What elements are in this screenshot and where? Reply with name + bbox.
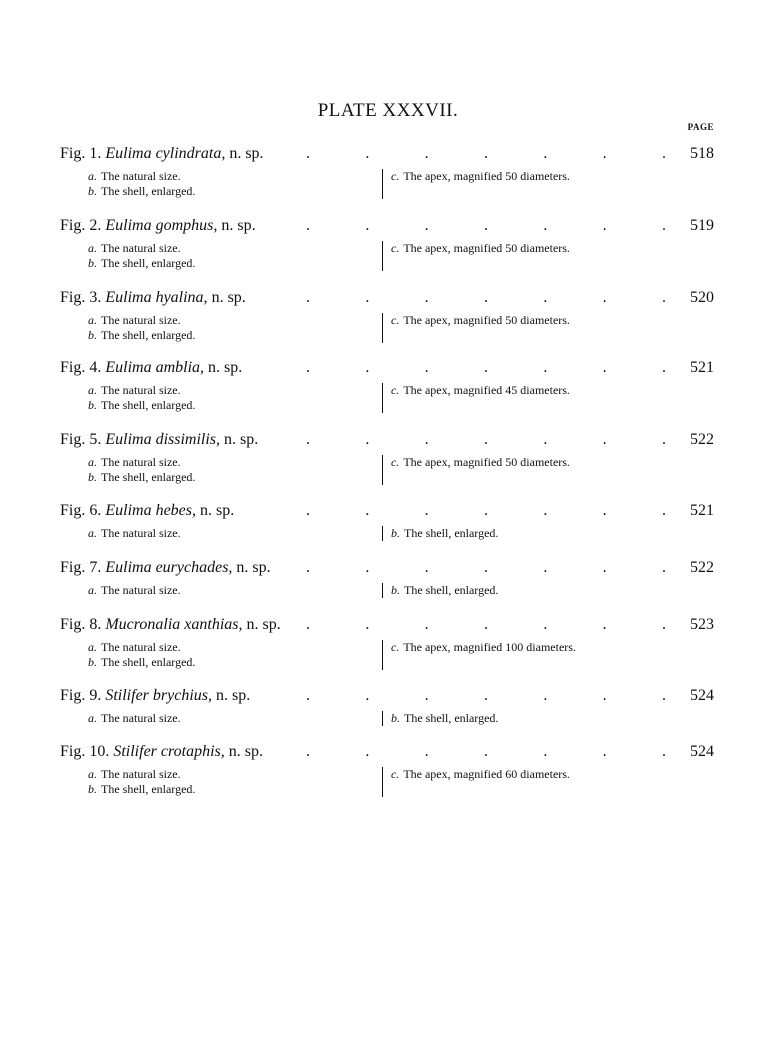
leader-dot: . [306,687,310,704]
dot-leader [306,687,666,707]
species-name: Eulima amblia, [105,359,205,376]
leader-dot: . [661,743,666,760]
right-description [382,383,570,413]
description-item [88,640,195,655]
description-item [391,526,498,541]
page-number: 522 [690,431,714,448]
leader-dot: . [661,616,666,633]
species-name: Stilifer brychius, [105,687,212,704]
item-text: The apex, magnified 50 diameters. [403,313,570,327]
species-suffix: n. sp. [196,502,235,519]
item-text: The shell, enlarged. [404,583,499,597]
leader-dot: . [543,502,548,519]
leader-dot: . [424,431,429,448]
leader-dot: . [602,217,607,234]
species-name: Mucronalia xanthias, [105,616,243,633]
leader-dot: . [543,559,548,576]
leader-dot: . [365,359,370,376]
species-name: Eulima gomphus, [105,217,218,234]
leader-dot: . [424,743,429,760]
item-text: The natural size. [101,169,181,183]
left-description [88,767,195,797]
leader-dot: . [424,687,429,704]
leader-dot: . [483,289,488,306]
dot-leader [306,743,666,763]
figure-number: Fig. 2. [60,217,106,234]
left-description [88,241,195,271]
leader-dot: . [306,743,310,760]
leader-dot: . [365,559,370,576]
dot-leader [306,145,666,165]
description-item [391,241,570,256]
description-item [88,526,181,541]
leader-dot: . [483,502,488,519]
leader-dot: . [365,431,370,448]
item-letter: a. [88,455,97,469]
species-name: Stilifer crotaphis, [113,743,225,760]
right-description [382,313,570,343]
item-text: The natural size. [101,711,181,725]
item-letter: b. [391,583,400,597]
leader-dot: . [602,687,607,704]
item-text: The natural size. [101,767,181,781]
item-text: The natural size. [101,455,181,469]
leader-dot: . [483,687,488,704]
leader-dot: . [602,431,607,448]
left-description [88,583,181,598]
page-number: 524 [690,743,714,760]
description-item [88,169,195,184]
item-letter: a. [88,640,97,654]
right-description [382,767,570,797]
item-letter: b. [88,184,97,198]
leader-dot: . [602,559,607,576]
page-number: 521 [690,359,714,376]
item-text: The apex, magnified 60 diameters. [403,767,570,781]
species-suffix: n. sp. [207,289,246,306]
dot-leader [306,217,666,237]
figure-heading [60,145,264,165]
item-text: The natural size. [101,526,181,540]
leader-dot: . [543,359,548,376]
item-letter: b. [391,526,400,540]
item-text: The natural size. [101,383,181,397]
leader-dot: . [602,616,607,633]
right-description [382,526,498,541]
figure-heading [60,289,246,309]
leader-dot: . [306,145,310,162]
page-number: 521 [690,502,714,519]
leader-dot: . [602,289,607,306]
right-description [382,455,570,485]
leader-dot: . [365,289,370,306]
page-number: 519 [690,217,714,234]
item-text: The shell, enlarged. [101,470,196,484]
species-suffix: n. sp. [204,359,243,376]
leader-dot: . [661,431,666,448]
right-description [382,640,576,670]
dot-leader [306,359,666,379]
leader-dot: . [306,502,310,519]
figure-number: Fig. 1. [60,145,106,162]
right-description [382,169,570,199]
description-item [88,383,195,398]
figure-number: Fig. 4. [60,359,106,376]
figure-heading [60,217,256,237]
leader-dot: . [365,217,370,234]
left-description [88,169,195,199]
left-description [88,455,195,485]
leader-dot: . [424,145,429,162]
item-letter: a. [88,526,97,540]
leader-dot: . [602,359,607,376]
dot-leader [306,502,666,522]
item-letter: b. [88,256,97,270]
leader-dot: . [306,616,310,633]
item-letter: b. [88,782,97,796]
dot-leader [306,431,666,451]
item-letter: b. [88,470,97,484]
figure-heading [60,502,234,522]
item-letter: a. [88,583,97,597]
description-item [391,640,576,655]
item-letter: c. [391,383,400,397]
item-letter: a. [88,711,97,725]
description-item [391,767,570,782]
description-item [88,655,195,670]
leader-dot: . [365,502,370,519]
item-letter: a. [88,767,97,781]
leader-dot: . [661,217,666,234]
page-number: 518 [690,145,714,162]
species-suffix: n. sp. [232,559,271,576]
leader-dot: . [602,502,607,519]
item-text: The apex, magnified 50 diameters. [403,169,570,183]
leader-dot: . [365,616,370,633]
item-letter: c. [391,767,400,781]
description-item [88,313,195,328]
figure-number: Fig. 7. [60,559,106,576]
leader-dot: . [306,359,310,376]
item-text: The shell, enlarged. [101,328,196,342]
item-text: The apex, magnified 50 diameters. [403,241,570,255]
leader-dot: . [483,359,488,376]
species-suffix: n. sp. [212,687,251,704]
figure-number: Fig. 3. [60,289,106,306]
page-number: 522 [690,559,714,576]
dot-leader [306,559,666,579]
item-text: The apex, magnified 50 diameters. [403,455,570,469]
species-suffix: n. sp. [225,145,264,162]
leader-dot: . [661,289,666,306]
item-letter: a. [88,169,97,183]
description-item [391,383,570,398]
right-description [382,241,570,271]
species-suffix: n. sp. [242,616,281,633]
figure-heading [60,431,258,451]
description-item [88,583,181,598]
figure-heading [60,687,250,707]
description-item [88,256,195,271]
item-text: The natural size. [101,241,181,255]
description-item [391,711,498,726]
leader-dot: . [483,559,488,576]
leader-dot: . [543,616,548,633]
species-suffix: n. sp. [224,743,263,760]
left-description [88,640,195,670]
description-item [88,455,195,470]
leader-dot: . [424,217,429,234]
leader-dot: . [424,616,429,633]
leader-dot: . [661,502,666,519]
leader-dot: . [424,502,429,519]
leader-dot: . [483,431,488,448]
item-text: The shell, enlarged. [404,526,499,540]
species-suffix: n. sp. [220,431,259,448]
item-letter: c. [391,169,400,183]
plate-title: PLATE XXXVII. [317,100,459,121]
figure-heading [60,616,281,636]
item-text: The apex, magnified 100 diameters. [403,640,576,654]
right-description [382,711,498,726]
leader-dot: . [661,687,666,704]
leader-dot: . [661,145,666,162]
leader-dot: . [306,559,310,576]
species-name: Eulima dissimilis, [105,431,221,448]
leader-dot: . [306,431,310,448]
leader-dot: . [483,743,488,760]
leader-dot: . [661,559,666,576]
item-letter: b. [88,655,97,669]
leader-dot: . [543,145,548,162]
item-text: The shell, enlarged. [101,655,196,669]
description-item [88,767,195,782]
figure-heading [60,743,263,763]
item-letter: b. [88,328,97,342]
item-letter: b. [391,711,400,725]
leader-dot: . [543,289,548,306]
leader-dot: . [424,559,429,576]
leader-dot: . [365,743,370,760]
description-item [391,169,570,184]
leader-dot: . [365,687,370,704]
item-text: The natural size. [101,640,181,654]
item-letter: b. [88,398,97,412]
figure-heading [60,559,271,579]
item-letter: a. [88,383,97,397]
item-letter: c. [391,455,400,469]
page-column-label: PAGE [687,122,714,132]
figure-number: Fig. 10. [60,743,114,760]
left-description [88,526,181,541]
item-letter: c. [391,313,400,327]
leader-dot: . [602,145,607,162]
item-text: The apex, magnified 45 diameters. [403,383,570,397]
leader-dot: . [306,217,310,234]
item-text: The shell, enlarged. [101,256,196,270]
leader-dot: . [483,145,488,162]
item-letter: a. [88,241,97,255]
left-description [88,711,181,726]
left-description [88,383,195,413]
item-text: The shell, enlarged. [101,782,196,796]
right-description [382,583,498,598]
leader-dot: . [543,217,548,234]
dot-leader [306,289,666,309]
description-item [88,711,181,726]
item-letter: a. [88,313,97,327]
leader-dot: . [543,743,548,760]
description-item [391,313,570,328]
species-name: Eulima eurychades, [105,559,233,576]
description-item [88,241,195,256]
figure-number: Fig. 9. [60,687,106,704]
figure-number: Fig. 6. [60,502,106,519]
item-text: The shell, enlarged. [101,398,196,412]
description-item [391,455,570,470]
item-text: The natural size. [101,313,181,327]
leader-dot: . [424,359,429,376]
description-item [88,328,195,343]
leader-dot: . [661,359,666,376]
leader-dot: . [365,145,370,162]
leader-dot: . [483,217,488,234]
page-number: 524 [690,687,714,704]
leader-dot: . [483,616,488,633]
species-name: Eulima hebes, [105,502,196,519]
item-letter: c. [391,241,400,255]
left-description [88,313,195,343]
description-item [88,398,195,413]
leader-dot: . [306,289,310,306]
figure-number: Fig. 8. [60,616,106,633]
leader-dot: . [543,431,548,448]
dot-leader [306,616,666,636]
description-item [391,583,498,598]
species-name: Eulima hyalina, [105,289,208,306]
item-text: The shell, enlarged. [101,184,196,198]
leader-dot: . [602,743,607,760]
species-suffix: n. sp. [217,217,256,234]
figure-number: Fig. 5. [60,431,106,448]
figure-heading [60,359,242,379]
description-item [88,470,195,485]
item-letter: c. [391,640,400,654]
item-text: The shell, enlarged. [404,711,499,725]
item-text: The natural size. [101,583,181,597]
leader-dot: . [424,289,429,306]
leader-dot: . [543,687,548,704]
page-number: 523 [690,616,714,633]
description-item [88,782,195,797]
description-item [88,184,195,199]
species-name: Eulima cylindrata, [105,145,226,162]
page-number: 520 [690,289,714,306]
